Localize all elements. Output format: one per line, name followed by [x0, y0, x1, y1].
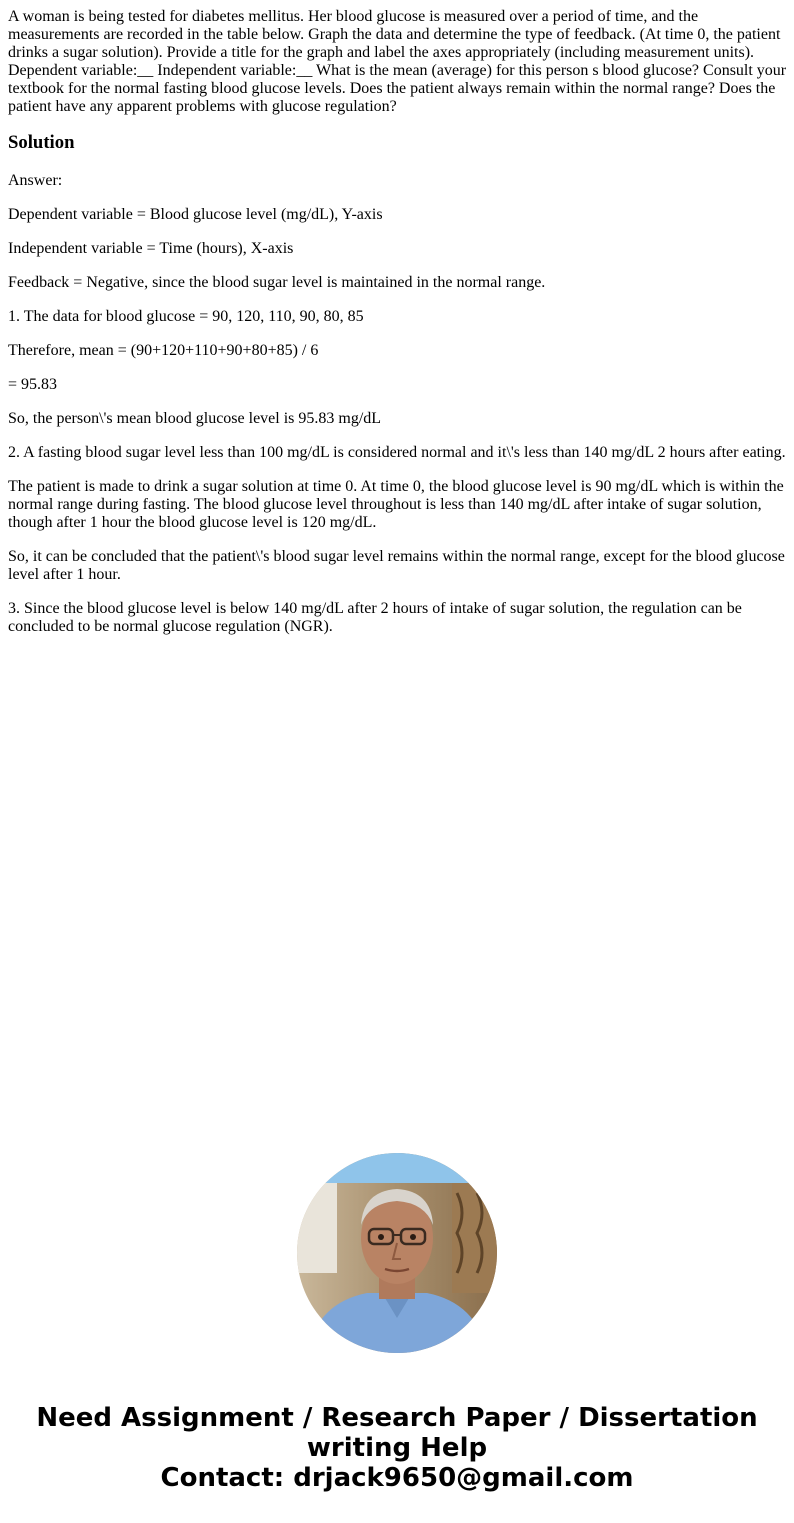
answer-label: Answer: — [8, 172, 63, 189]
mean-formula-line: Therefore, mean = (90+120+110+90+80+85) / 6 — [8, 342, 319, 359]
glucose-data-line: 1. The data for blood glucose = 90, 120, 110, 90, 80, 85 — [8, 308, 364, 325]
promo-line-2: writing Help — [306, 1433, 488, 1463]
solution-heading: Solution — [8, 132, 75, 153]
question-text: A woman is being tested for diabetes mellitus. Her blood glucose is measured over a period of time, and the measurements are recorded in the table below. Graph the data and determine the type of feedback. (At time 0, the patient drinks a sugar solution). Provide a title for the graph and label the axes appropriately (including measurement units). Dependent variable:__ Independent variable:__ What is the mean (average) for this person s blood glucose? Consult your textbook for the normal fasting blood glucose levels. Does the patient always remain within the normal range? Does the patient have any apparent problems with glucose regulation? — [8, 8, 787, 115]
mean-conclusion-line: So, the person\'s mean blood glucose level is 95.83 mg/dL — [8, 410, 382, 427]
document-body — [8, 8, 788, 652]
promo-line-1: Need Assignment / Research Paper / Dissertation — [36, 1403, 758, 1433]
feedback-line: Feedback = Negative, since the blood sugar level is maintained in the normal range. — [8, 274, 546, 291]
dependent-variable-line: Dependent variable = Blood glucose level (mg/dL), Y-axis — [8, 206, 383, 223]
patient-analysis-paragraph: The patient is made to drink a sugar solution at time 0. At time 0, the blood glucose level is 90 mg/dL which is within the normal range during fasting. The blood glucose level throughout is less than 140 mg/dL after intake of sugar solution, though after 1 hour the blood glucose level is 120 mg/dL. — [8, 478, 784, 531]
regulation-conclusion-paragraph: 3. Since the blood glucose level is below 140 mg/dL after 2 hours of intake of sugar solution, the regulation can be concluded to be normal glucose regulation (NGR). — [8, 600, 742, 635]
range-conclusion-paragraph: So, it can be concluded that the patient\'s blood sugar level remains within the normal range, except for the blood glucose level after 1 hour. — [8, 548, 785, 583]
promo-contact-line: Contact: drjack9650@gmail.com — [160, 1463, 634, 1493]
promo-banner — [0, 1403, 794, 1493]
mean-result-line: = 95.83 — [8, 376, 58, 393]
normal-range-line: 2. A fasting blood sugar level less than 100 mg/dL is considered normal and it\'s less than 140 mg/dL 2 hours after eating. — [8, 444, 786, 461]
author-avatar — [297, 1153, 497, 1353]
independent-variable-line: Independent variable = Time (hours), X-axis — [8, 240, 294, 257]
